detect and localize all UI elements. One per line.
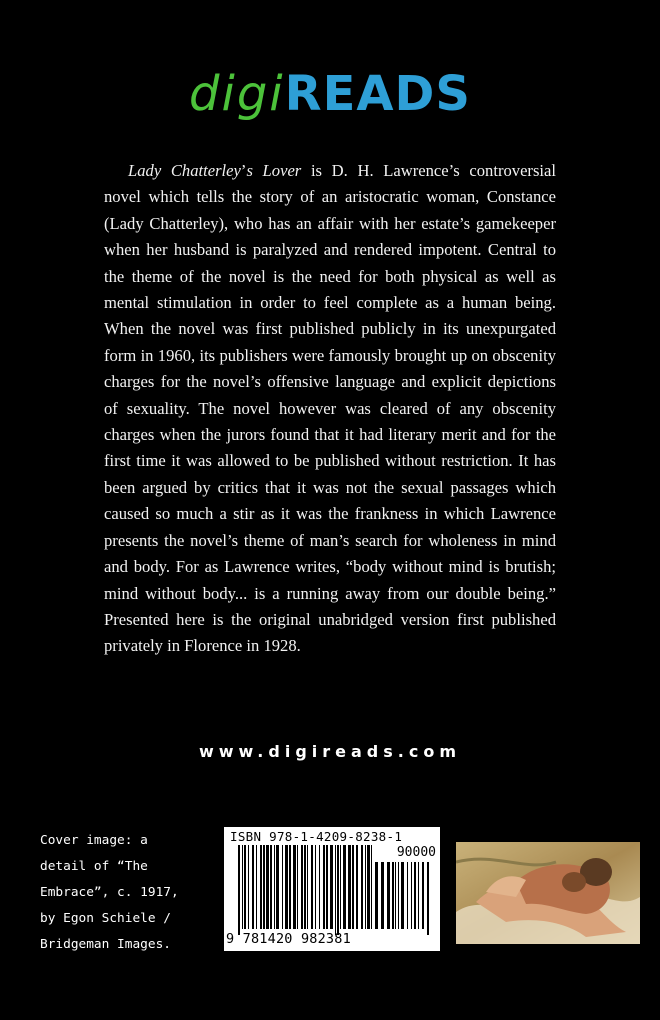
barcode-bar [282, 845, 283, 929]
barcode-bar [311, 845, 313, 929]
barcode-bar [266, 845, 269, 929]
barcode-bar [304, 845, 306, 929]
barcode-bar [343, 845, 346, 929]
barcode-bar [297, 845, 298, 929]
book-title: Lady Chatterley [128, 161, 241, 180]
barcode-bar [307, 845, 308, 929]
book-description [104, 158, 556, 660]
painting-icon [456, 842, 640, 944]
barcode-bar [356, 845, 358, 929]
barcode-bar [367, 845, 370, 929]
title-apostrophe: ’ [240, 161, 247, 180]
barcode-bar [301, 845, 303, 929]
description-text: is D. H. Lawrence’s controversial novel which tells the story of an aristocratic woman, Constance (Lady Chatterley), who has an affair with her estate’s gamekeeper when her husband is paralyzed and rendered impotent. Central to the theme of the novel is the need for both physical as well as mental stimulation in order to feel complete as a human being. When the novel was first published publicly in its unexpurgated form in 1960, its publishers were famously brought up on obscenity charges for the novel’s offensive language and explicit depictions of sexuality. The novel however was cleared of any obscenity charges when the jurors found that it had literary merit and for the first time it was allowed to be published without restriction. It has been argued by critics that it was not the sexual passages which caused so much a stir as it was the frankness in which Lawrence presents the novel’s theme of man’s search for wholeness in mind and body. For as Lawrence writes, “body without mind is brutish; mind without body... is a running away from our double being.” Presented here is the original unabridged version first published privately in Florence in 1928. [104, 161, 557, 656]
barcode-bar [365, 845, 366, 929]
isbn-barcode [224, 827, 440, 951]
barcode-bar [337, 845, 339, 935]
barcode-bar [323, 845, 325, 929]
barcode-bar [361, 845, 363, 929]
barcode-bar [319, 845, 320, 929]
barcode-bar [285, 845, 288, 929]
barcode-bar [352, 845, 354, 929]
barcode-bar [260, 845, 262, 929]
logo-suffix: READS [284, 66, 471, 122]
cover-image-credit: Cover image: a detail of “The Embrace”, c. 1917, by Egon Schiele / Bridgeman Images. [40, 833, 179, 952]
barcode-bar [371, 845, 372, 929]
barcode-bar [238, 845, 240, 935]
price-code: 90000 [396, 845, 436, 860]
barcode-bar [326, 845, 328, 929]
barcode-bar [248, 845, 249, 929]
barcode-bar [270, 845, 272, 929]
barcode-bar [252, 845, 254, 929]
barcode-bar [335, 845, 336, 935]
website-link[interactable]: www.digireads.com [198, 742, 461, 761]
barcode-bar [293, 845, 296, 929]
barcode-bar [256, 845, 257, 929]
barcode-bar [340, 845, 341, 929]
barcode-bar [348, 845, 351, 929]
isbn-label: ISBN 978-1-4209-8238-1 [230, 829, 403, 844]
barcode-bar [289, 845, 291, 929]
book-title-rest: s Lover [246, 161, 302, 180]
barcode-bar [242, 845, 243, 929]
digireads-logo [0, 62, 660, 126]
barcode-bar [274, 845, 275, 929]
barcode-bar [315, 845, 316, 929]
logo-prefix: digi [189, 66, 285, 122]
barcode-bar [263, 845, 265, 929]
ean-digits: 9 781420 982381 [226, 931, 351, 947]
barcode-bar [276, 845, 279, 929]
barcode-bar [330, 845, 333, 929]
barcode-bar [244, 845, 246, 929]
